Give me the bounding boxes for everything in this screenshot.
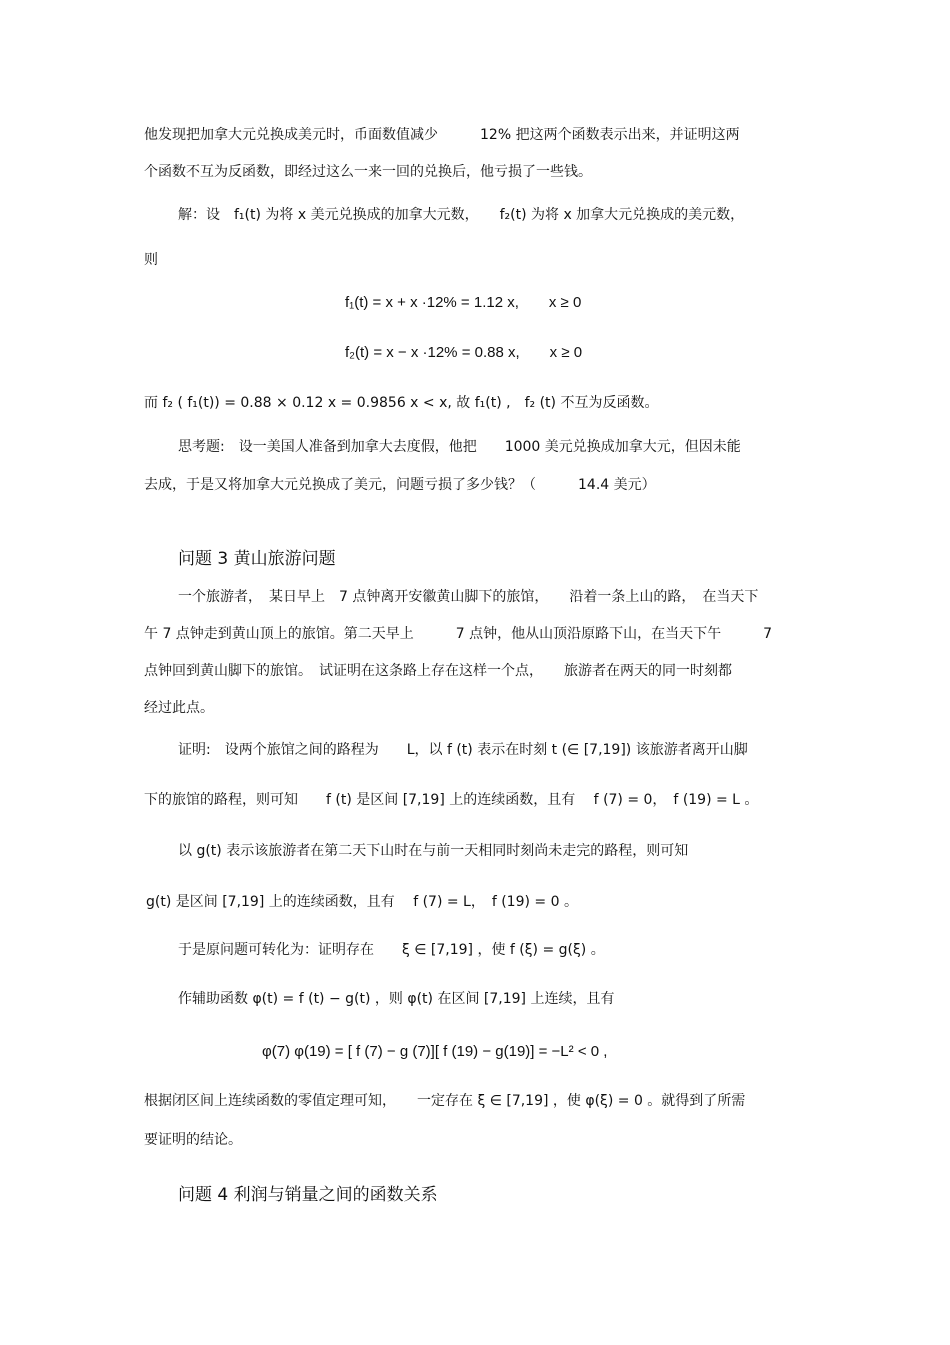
paragraph-line: 午 7 点钟走到黄山顶上的旅馆。第二天早上 7 点钟，他从山顶沿原路下山，在当天下午 7 <box>144 626 773 642</box>
paragraph-line: 去成，于是又将加拿大元兑换成了美元，问题亏损了多少钱？（ 14.4 美元） <box>144 477 656 493</box>
proof-conclusion: 根据闭区间上连续函数的零值定理可知， 一定存在 ξ ∈ [7,19] ，使 φ(ξ) = 0 。就得到了所需 <box>144 1093 746 1109</box>
equation-f2: f₂(t) = x − x ·12% = 0.88 x, x ≥ 0 <box>345 344 583 361</box>
paragraph-line: 一个旅游者， 某日早上 7 点钟离开安徽黄山脚下的旅馆， 沿着一条上山的路， 在当天下 <box>178 589 759 605</box>
proof-line: g(t) 是区间 [7,19] 上的连续函数，且有 f (7) = L， f (19) = 0 。 <box>146 894 578 910</box>
equation-phi-product: φ(7) φ(19) = [ f (7) − g (7)][ f (19) − g(19)] = −L² < 0 , <box>262 1043 608 1060</box>
proof-line: 作辅助函数 φ(t) = f (t) − g(t) ，则 φ(t) 在区间 [7,19] 上连续，且有 <box>178 991 615 1007</box>
proof-conclusion: 要证明的结论。 <box>144 1132 242 1148</box>
proof-line: 下的旅馆的路程，则可知 f (t) 是区间 [7,19] 上的连续函数，且有 f (7) = 0， f (19) = L 。 <box>144 792 759 808</box>
paragraph-line: 则 <box>144 252 158 268</box>
section-heading-problem-3: 问题 3 黄山旅游问题 <box>178 549 336 569</box>
paragraph-line: 经过此点。 <box>144 700 214 716</box>
exercise-question: 思考题: 设一美国人准备到加拿大去度假，他把 1000 美元兑换成加拿大元，但因未能 <box>178 439 741 455</box>
proof-line: 以 g(t) 表示该旅游者在第二天下山时在与前一天相同时刻尚未走完的路程，则可知 <box>178 843 689 859</box>
proof-line: 于是原问题可转化为：证明存在 ξ ∈ [7,19] ，使 f (ξ) = g(ξ) 。 <box>178 942 605 958</box>
paragraph-line: 个函数不互为反函数，即经过这么一来一回的兑换后，他亏损了一些钱。 <box>144 164 592 180</box>
proof-line: 证明: 设两个旅馆之间的路程为 L，以 f (t) 表示在时刻 t (∈ [7,19]) 该旅游者离开山脚 <box>178 742 748 758</box>
solution-intro: 解：设 f₁(t) 为将 x 美元兑换成的加拿大元数， f₂(t) 为将 x 加拿大元兑换成的美元数， <box>178 207 745 223</box>
equation-f1: f₁(t) = x + x ·12% = 1.12 x, x ≥ 0 <box>345 294 582 311</box>
composition-result: 而 f₂ ( f₁(t)) = 0.88 × 0.12 x = 0.9856 x < x, 故 f₁(t) , f₂ (t) 不互为反函数。 <box>144 395 659 411</box>
section-heading-problem-4: 问题 4 利润与销量之间的函数关系 <box>178 1185 438 1205</box>
paragraph-line: 点钟回到黄山脚下的旅馆。 试证明在这条路上存在这样一个点， 旅游者在两天的同一时刻都 <box>144 663 732 679</box>
paragraph-line: 他发现把加拿大元兑换成美元时，币面数值减少 12% 把这两个函数表示出来，并证明这两 <box>144 127 740 143</box>
